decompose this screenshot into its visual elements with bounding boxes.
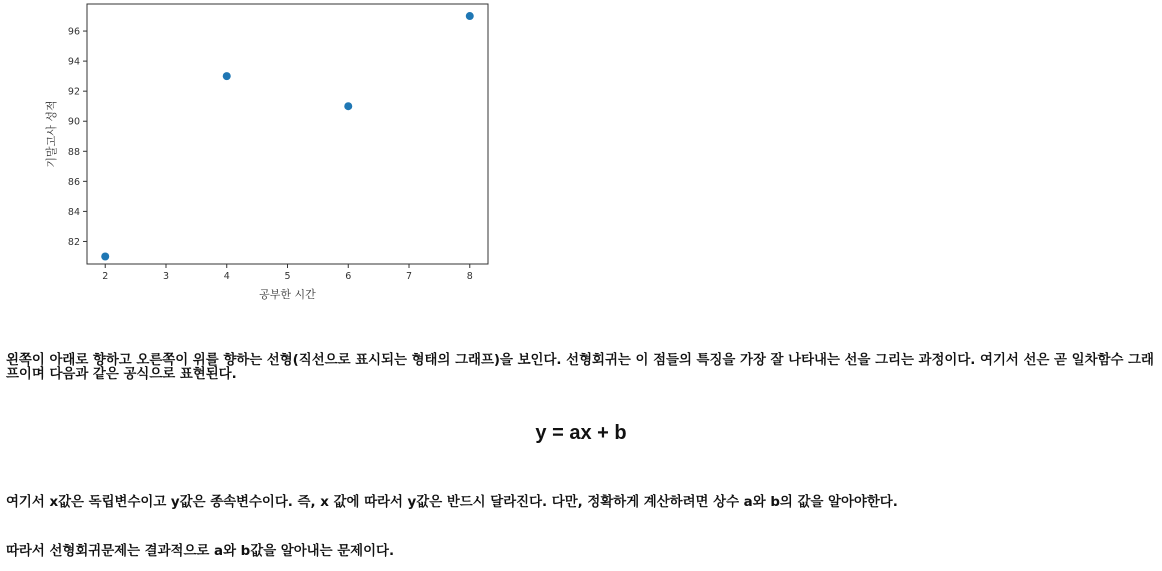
constant-a: a [743, 495, 753, 510]
paragraph-conclusion [6, 545, 1156, 559]
text-run: 와 [223, 544, 241, 559]
text-run: 값을 알아내는 문제이다. [250, 544, 395, 559]
scatter-point [344, 102, 352, 110]
x-tick-label: 7 [405, 271, 413, 282]
y-tick-label: 90 [67, 116, 80, 128]
x-tick-label: 2 [102, 271, 109, 282]
y-tick-label: 84 [67, 206, 80, 218]
y-tick-label: 94 [67, 56, 80, 68]
paragraph-linear-description: 왼쪽이 아래로 향하고 오른쪽이 위를 향하는 선형(직선으로 표시되는 형태의 그래프)을 보인다. 선형회귀는 이 점들의 특징을 가장 잘 나타내는 선을 그리는 과정이다. 여기서 선은 곧 일차함수 그래프이며 다음과 같은 공식으로 표현된다. [6, 353, 1154, 382]
variable-x: x [320, 495, 329, 510]
variable-y: y [407, 495, 417, 510]
text-run: 값은 독립변수이고 [58, 495, 171, 510]
y-axis-ticks [68, 27, 87, 248]
y-tick-label: 86 [67, 176, 80, 188]
y-tick-label: 88 [67, 146, 80, 158]
scatter-point [223, 72, 231, 80]
text-run: 값은 반드시 달라진다. 다만, 정확하게 계산하려면 상수 [416, 495, 744, 510]
constant-b: b [770, 495, 780, 510]
x-axis-label: 공부한 시간 [259, 288, 316, 301]
x-tick-label: 6 [345, 271, 352, 282]
text-run: 여기서 [6, 495, 50, 510]
text-run: 와 [752, 495, 771, 510]
text-run: 따라서 선형회귀문제는 결과적으로 [6, 544, 215, 559]
scatter-point [101, 252, 109, 260]
plot-frame [87, 4, 488, 264]
constant-a: a [214, 544, 224, 559]
text-run: 값은 종속변수이다. 즉, [179, 495, 321, 510]
x-tick-label: 4 [223, 271, 230, 282]
variable-y: y [170, 495, 180, 510]
y-axis-label: 기말고사 성적 [45, 100, 58, 168]
y-tick-label: 92 [67, 86, 80, 98]
constant-b: b [240, 544, 251, 559]
paragraph-variables [6, 496, 1156, 510]
y-tick-label: 96 [67, 26, 80, 38]
data-points [101, 12, 474, 260]
formula: y = ax + b [535, 422, 627, 444]
x-axis-ticks [102, 264, 473, 282]
scatter-point [466, 12, 474, 20]
variable-x: x [49, 495, 59, 510]
text-run: 의 값을 알아야한다. [779, 495, 898, 510]
x-tick-label: 8 [466, 271, 473, 282]
text-run: 값에 따라서 [328, 495, 408, 510]
x-tick-label: 5 [284, 271, 291, 282]
x-tick-label: 3 [162, 271, 170, 282]
scatter-chart [0, 0, 500, 310]
y-tick-label: 82 [67, 236, 80, 248]
